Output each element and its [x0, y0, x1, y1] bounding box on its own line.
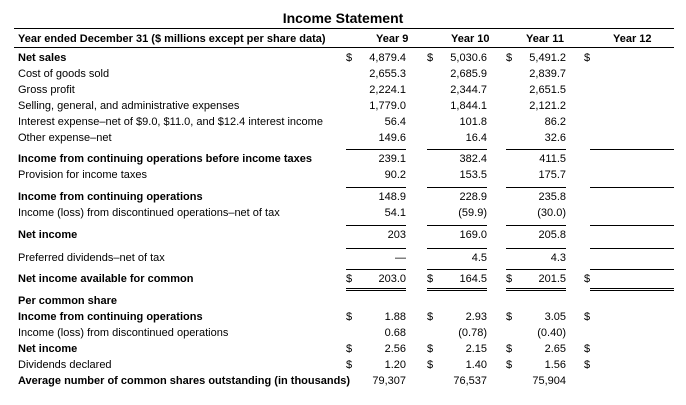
- table-row: [0, 311, 686, 327]
- value: 5,030.6: [450, 52, 487, 64]
- dollar-sign: $: [346, 273, 353, 285]
- row-label: Income from continuing operations before income taxes: [18, 153, 312, 165]
- header-year-10: Year 10: [451, 33, 490, 45]
- value: 79,307: [372, 375, 406, 387]
- row-label: Net income: [18, 229, 78, 241]
- value: 86.2: [544, 116, 566, 128]
- underline: [427, 149, 487, 150]
- dollar-sign: $: [346, 343, 353, 355]
- table-row: [0, 100, 686, 116]
- value: 149.6: [378, 132, 406, 144]
- table-row: [0, 375, 686, 391]
- value: —: [395, 252, 406, 264]
- value: 2,685.9: [450, 68, 487, 80]
- value: 203: [387, 229, 406, 241]
- row-label: Provision for income taxes: [18, 169, 147, 181]
- dollar-sign: $: [584, 359, 591, 371]
- value: 75,904: [532, 375, 566, 387]
- row-label: Preferred dividends–net of tax: [18, 252, 165, 264]
- underline: [346, 248, 406, 249]
- underline: [427, 187, 487, 188]
- value: 2.15: [465, 343, 487, 355]
- value: 2,224.1: [369, 84, 406, 96]
- dollar-sign: $: [506, 273, 513, 285]
- underline: [590, 225, 674, 226]
- value: 2,121.2: [529, 100, 566, 112]
- row-label: Other expense–net: [18, 132, 112, 144]
- value: 4.3: [550, 252, 566, 264]
- value: 175.7: [538, 169, 566, 181]
- header-year-12: Year 12: [613, 33, 652, 45]
- value: 1.20: [384, 359, 406, 371]
- underline: [506, 149, 566, 150]
- value: 4.5: [471, 252, 487, 264]
- value: 2,655.3: [369, 68, 406, 80]
- value: 1.56: [544, 359, 566, 371]
- value: 411.5: [539, 153, 566, 165]
- table-row: [0, 68, 686, 84]
- table-row: [0, 116, 686, 132]
- value: 228.9: [459, 191, 487, 203]
- value: 2.65: [544, 343, 566, 355]
- dollar-sign: $: [584, 52, 591, 64]
- double-underline: [506, 288, 566, 291]
- row-label: Interest expense–net of $9.0, $11.0, and $12.4 interest income: [18, 116, 323, 128]
- row-label: Net sales: [18, 52, 67, 64]
- double-underline: [346, 288, 406, 291]
- dollar-sign: $: [346, 359, 353, 371]
- row-label: Income (loss) from discontinued operations: [18, 327, 229, 339]
- row-label: Income from continuing operations: [18, 191, 203, 203]
- underline: [590, 187, 674, 188]
- row-label: Income (loss) from discontinued operations–net of tax: [18, 207, 280, 219]
- value: 5,491.2: [529, 52, 566, 64]
- row-label: Dividends declared: [18, 359, 112, 371]
- value: 205.8: [538, 229, 566, 241]
- value: (59.9): [458, 207, 487, 219]
- table-row: [0, 132, 686, 148]
- value: 203.0: [378, 273, 406, 285]
- row-label: Average number of common shares outstanding (in thousands): [18, 375, 351, 387]
- row-label: Income from continuing operations: [18, 311, 203, 323]
- underline: [427, 225, 487, 226]
- dollar-sign: $: [506, 359, 513, 371]
- underline: [427, 248, 487, 249]
- dollar-sign: $: [506, 343, 513, 355]
- table-row: [0, 153, 686, 169]
- row-label: Selling, general, and administrative expenses: [18, 100, 240, 112]
- value: 4,879.4: [369, 52, 406, 64]
- table-row: [0, 191, 686, 207]
- value: 1,844.1: [450, 100, 487, 112]
- row-label: Per common share: [18, 295, 118, 307]
- title-rule: [14, 28, 674, 29]
- underline: [506, 269, 566, 270]
- table-row: [0, 343, 686, 359]
- dollar-sign: $: [427, 311, 434, 323]
- value: 16.4: [465, 132, 487, 144]
- dollar-sign: $: [506, 311, 513, 323]
- row-label: Gross profit: [18, 84, 75, 96]
- value: 0.68: [384, 327, 406, 339]
- value: 54.1: [384, 207, 406, 219]
- value: 239.1: [378, 153, 406, 165]
- value: (0.78): [458, 327, 487, 339]
- value: 153.5: [459, 169, 487, 181]
- dollar-sign: $: [346, 52, 353, 64]
- double-underline: [427, 288, 487, 291]
- value: 2.56: [384, 343, 406, 355]
- underline: [346, 187, 406, 188]
- value: 2,344.7: [450, 84, 487, 96]
- value: 2,651.5: [529, 84, 566, 96]
- table-row: [0, 327, 686, 343]
- underline: [506, 225, 566, 226]
- table-row: [0, 169, 686, 185]
- row-label: Net income available for common: [18, 273, 194, 285]
- value: 1.40: [465, 359, 487, 371]
- value: 148.9: [378, 191, 406, 203]
- underline: [346, 149, 406, 150]
- underline: [506, 187, 566, 188]
- value: 76,537: [453, 375, 487, 387]
- table-row: [0, 359, 686, 375]
- value: 201.5: [538, 273, 566, 285]
- value: 2,839.7: [529, 68, 566, 80]
- header-label: Year ended December 31 ($ millions except per share data): [18, 33, 326, 45]
- value: 235.8: [538, 191, 566, 203]
- table-row: [0, 252, 686, 268]
- value: 3.05: [544, 311, 566, 323]
- underline: [346, 269, 406, 270]
- table-row: [0, 229, 686, 245]
- underline: [427, 269, 487, 270]
- underline: [590, 149, 674, 150]
- value: 382.4: [459, 153, 487, 165]
- value: 56.4: [384, 116, 406, 128]
- dollar-sign: $: [427, 52, 434, 64]
- row-label: Cost of goods sold: [18, 68, 110, 80]
- value: 32.6: [544, 132, 566, 144]
- value: 1,779.0: [369, 100, 406, 112]
- table-row: [0, 273, 686, 289]
- dollar-sign: $: [427, 359, 434, 371]
- value: 90.2: [384, 169, 406, 181]
- dollar-sign: $: [427, 343, 434, 355]
- underline: [590, 248, 674, 249]
- table-row: [0, 84, 686, 100]
- double-underline: [590, 288, 674, 291]
- value: 101.8: [459, 116, 487, 128]
- value: 2.93: [465, 311, 487, 323]
- value: (30.0): [537, 207, 566, 219]
- value: (0.40): [537, 327, 566, 339]
- underline: [590, 269, 674, 270]
- table-row: [0, 207, 686, 223]
- underline: [506, 248, 566, 249]
- row-label: Net income: [18, 343, 78, 355]
- value: 1.88: [384, 311, 406, 323]
- dollar-sign: $: [346, 311, 353, 323]
- table-row: [0, 52, 686, 68]
- dollar-sign: $: [584, 311, 591, 323]
- header-year-11: Year 11: [526, 33, 564, 45]
- underline: [346, 225, 406, 226]
- dollar-sign: $: [506, 52, 513, 64]
- dollar-sign: $: [584, 273, 591, 285]
- value: 169.0: [459, 229, 487, 241]
- header-year-9: Year 9: [376, 33, 409, 45]
- value: 164.5: [459, 273, 487, 285]
- header-rule: [14, 47, 674, 48]
- table-row: [0, 295, 686, 311]
- statement-title: Income Statement: [282, 10, 404, 26]
- dollar-sign: $: [427, 273, 434, 285]
- dollar-sign: $: [584, 343, 591, 355]
